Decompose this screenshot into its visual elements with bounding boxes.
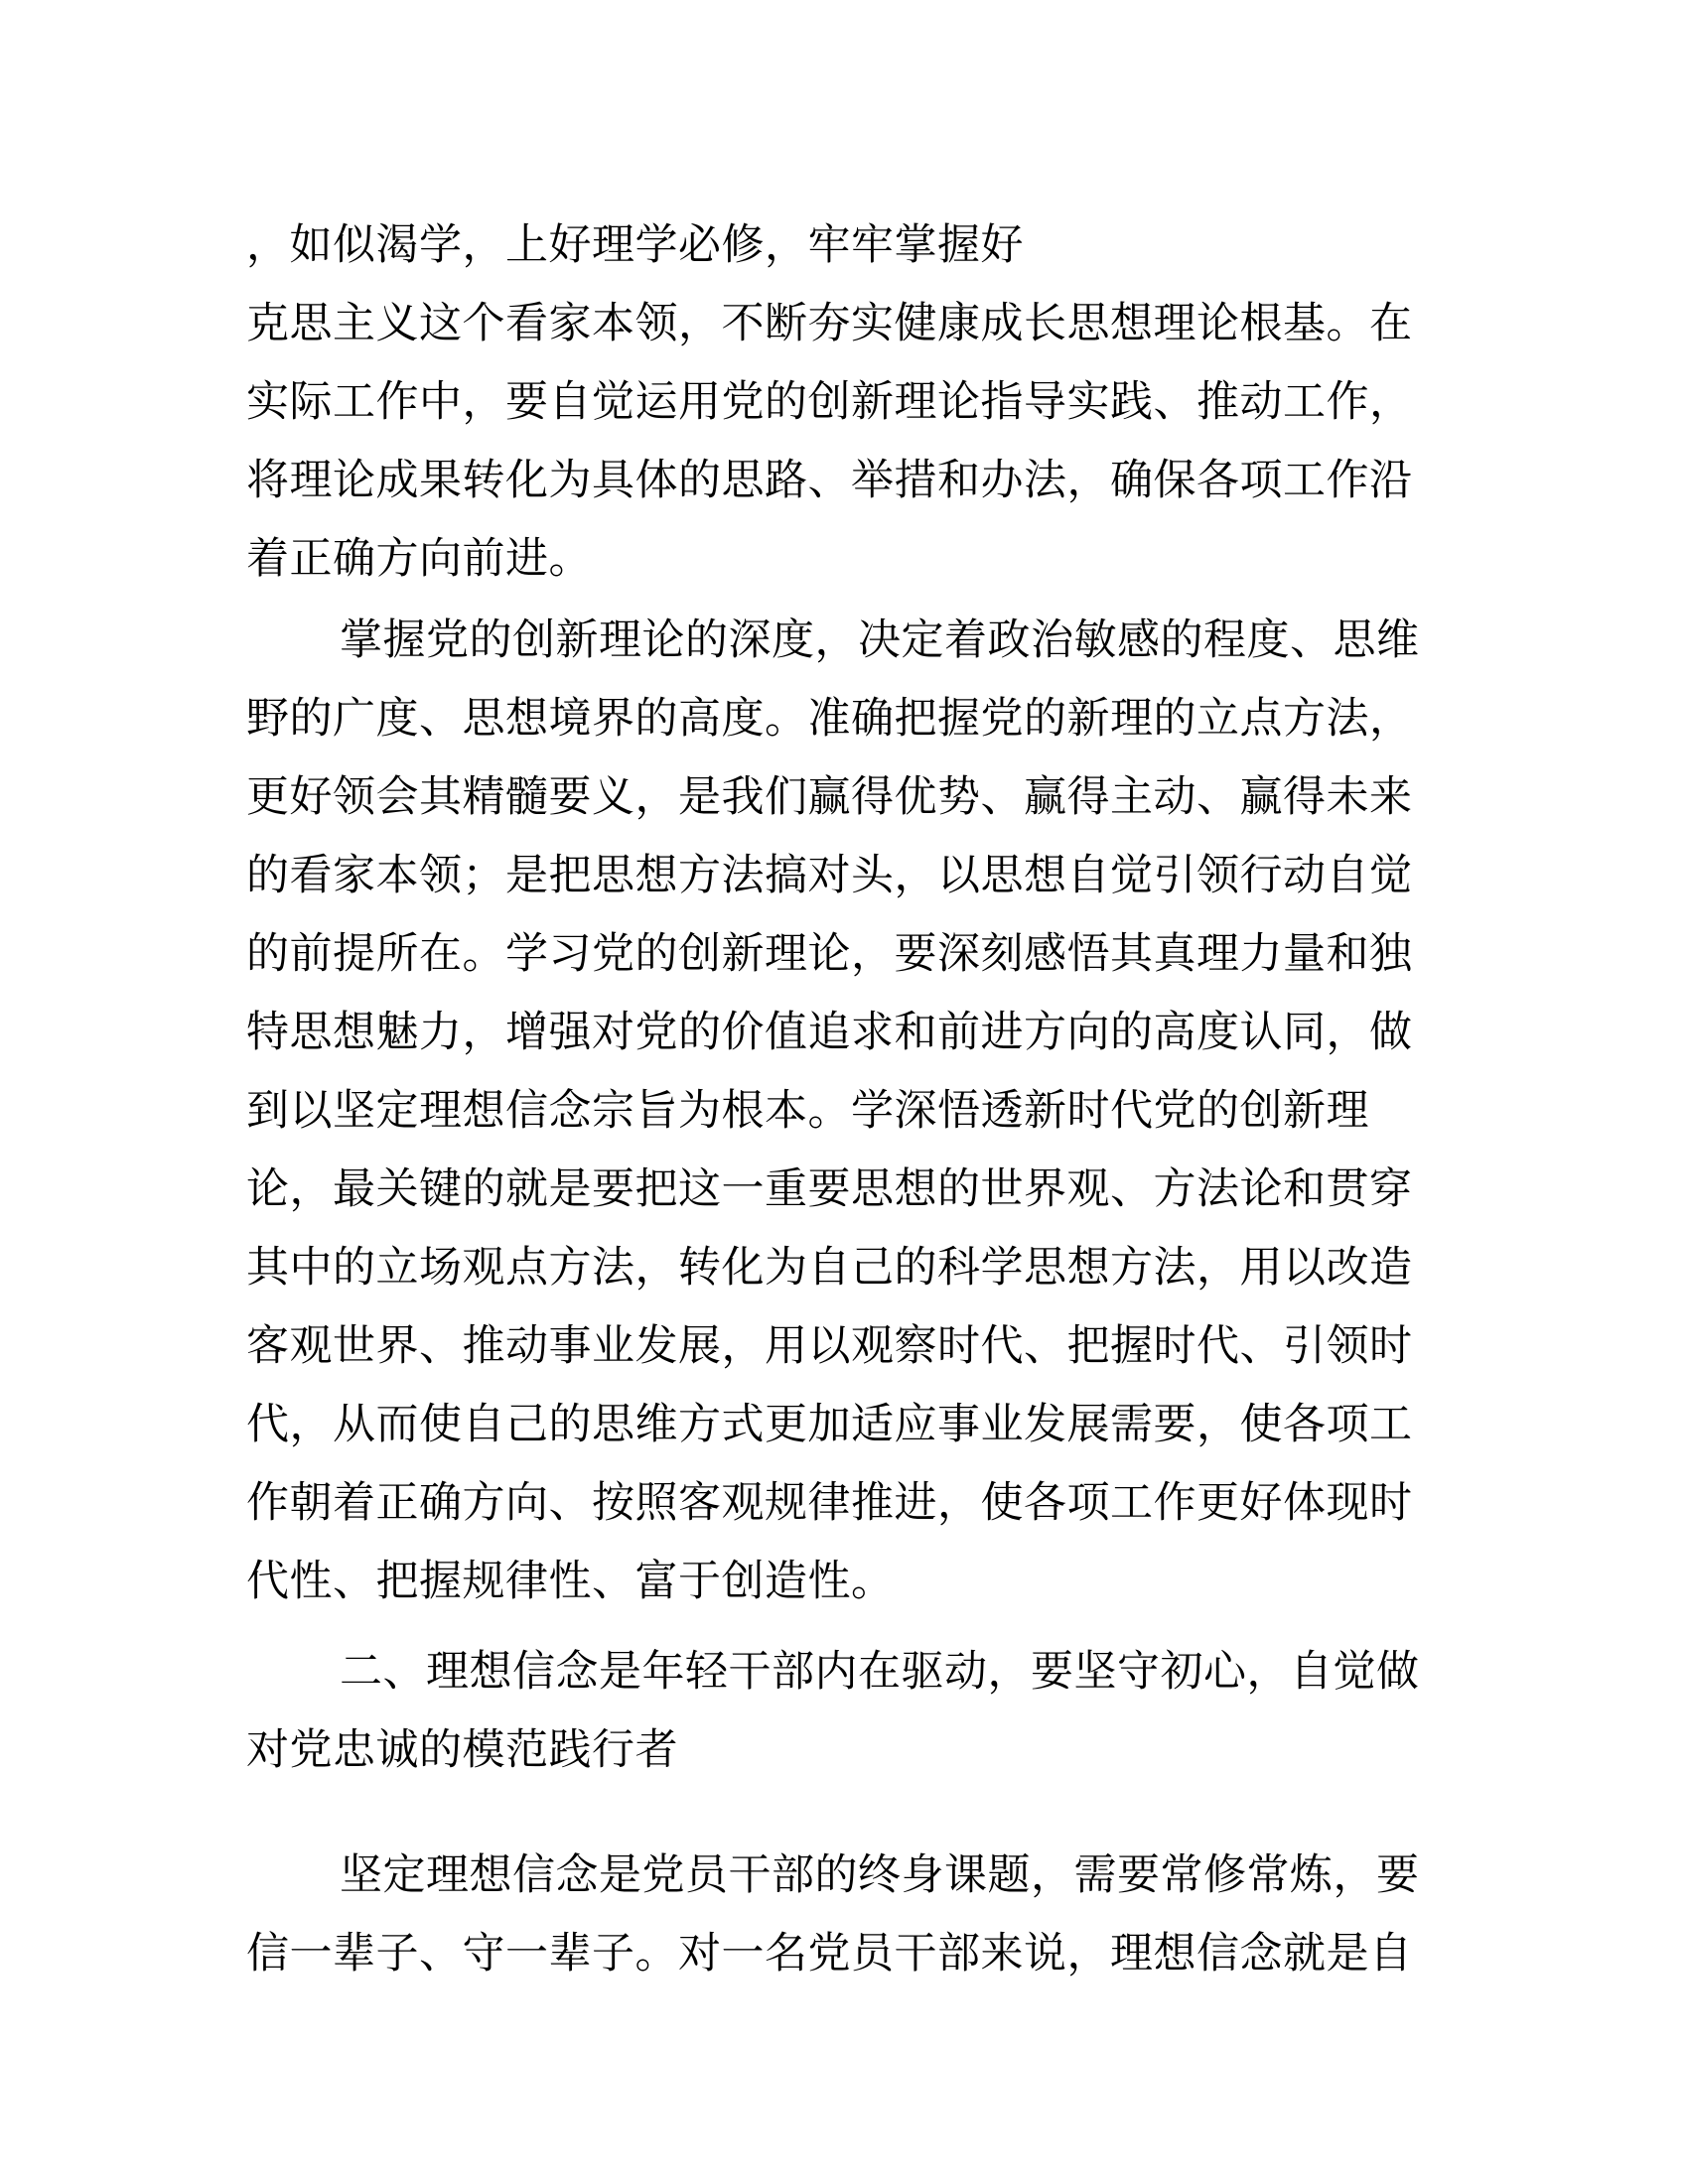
text-line: 作朝着正确方向、按照客观规律推进，使各项工作更好体现时 bbox=[246, 1478, 1413, 1528]
text-line: 更好领会其精髓要义，是我们赢得优势、赢得主动、赢得未来 bbox=[246, 772, 1413, 822]
text-line: 实际工作中，要自觉运用党的创新理论指导实践、推动工作， bbox=[246, 377, 1413, 427]
text-line: 代性、把握规律性、富于创造性。 bbox=[246, 1557, 895, 1606]
text-line: 野的广度、思想境界的高度。准确把握党的新理的立点方法， bbox=[246, 694, 1413, 744]
text-line: 到以坚定理想信念宗旨为根本。学深悟透新时代党的创新理 bbox=[246, 1086, 1369, 1136]
text-line: 将理论成果转化为具体的思路、举措和办法，确保各项工作沿 bbox=[246, 456, 1413, 505]
section-heading-2 bbox=[246, 1633, 1438, 1790]
text-line: 信一辈子、守一辈子。对一名党员干部来说，理想信念就是自 bbox=[246, 1929, 1413, 1979]
text-line: 特思想魅力，增强对党的价值追求和前进方向的高度认同，做 bbox=[246, 1008, 1413, 1057]
text-line: 二、理想信念是年轻干部内在驱动，要坚守初心，自觉做 bbox=[340, 1647, 1420, 1697]
paragraph-3 bbox=[246, 1837, 1438, 1993]
text-line: 掌握党的创新理论的深度，决定着政治敏感的程度、思维 bbox=[340, 615, 1420, 665]
text-line: 对党忠诚的模范践行者 bbox=[246, 1725, 678, 1775]
text-line: 的看家本领；是把思想方法搞对头，以思想自觉引领行动自觉 bbox=[246, 851, 1413, 900]
text-line: 代，从而使自己的思维方式更加适应事业发展需要，使各项工 bbox=[246, 1400, 1413, 1449]
top-fragment bbox=[246, 206, 1438, 285]
text-line: 克思主义这个看家本领，不断夯实健康成长思想理论根基。在 bbox=[246, 299, 1413, 348]
text-line: 其中的立场观点方法，转化为自己的科学思想方法，用以改造 bbox=[246, 1243, 1413, 1293]
text-line: 坚定理想信念是党员干部的终身课题，需要常修常炼，要 bbox=[340, 1850, 1420, 1900]
paragraph-1 bbox=[246, 285, 1438, 599]
text-line: ，如似渴学，上好理学必修，牢牢掌握好 bbox=[246, 220, 1024, 270]
paragraph-2 bbox=[246, 602, 1438, 1621]
text-line: 论，最关键的就是要把这一重要思想的世界观、方法论和贯穿 bbox=[246, 1164, 1413, 1214]
text-line: 客观世界、推动事业发展，用以观察时代、把握时代、引领时 bbox=[246, 1321, 1413, 1371]
text-line: 的前提所在。学习党的创新理论，要深刻感悟其真理力量和独 bbox=[246, 929, 1413, 979]
text-line: 着正确方向前进。 bbox=[246, 534, 592, 584]
